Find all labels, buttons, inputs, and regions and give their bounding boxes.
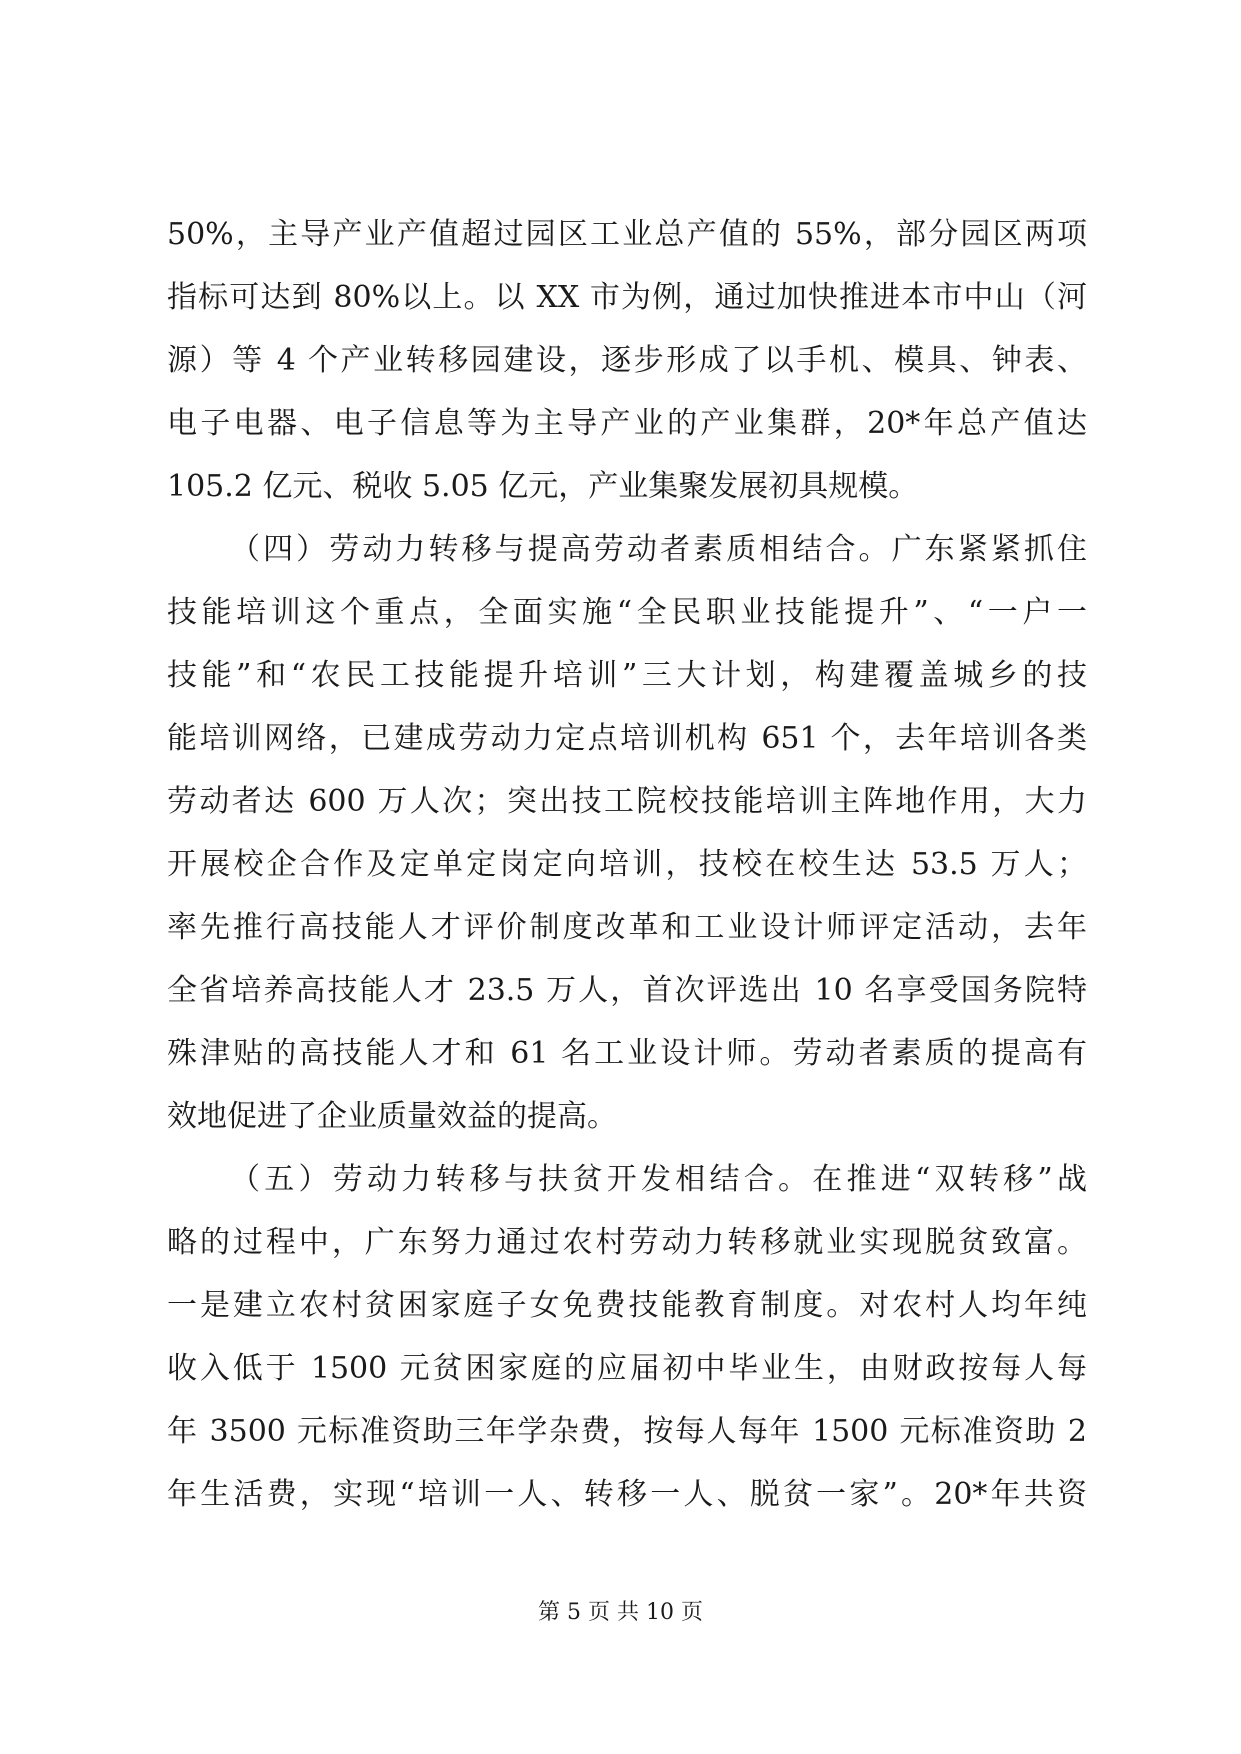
- body-text-line: 效地促进了企业质量效益的提高。: [167, 1099, 617, 1134]
- body-text-line: 开展校企合作及定单定岗定向培训，技校在校生达 53.5 万人；: [167, 847, 1087, 882]
- body-text-line: 略的过程中，广东努力通过农村劳动力转移就业实现脱贫致富。: [167, 1225, 1087, 1260]
- paragraph-first-line: （四）劳动力转移与提高劳动者素质相结合。广东紧紧抓住: [230, 532, 1087, 567]
- paragraph-first-line: （五）劳动力转移与扶贫开发相结合。在推进“双转移”战: [230, 1162, 1087, 1197]
- body-text-line: 能培训网络，已建成劳动力定点培训机构 651 个，去年培训各类: [167, 721, 1087, 756]
- body-text-line: 电子电器、电子信息等为主导产业的产业集群，20*年总产值达: [167, 406, 1087, 441]
- body-text-line: 技能培训这个重点，全面实施“全民职业技能提升”、“一户一: [167, 595, 1087, 630]
- body-text-line: 全省培养高技能人才 23.5 万人，首次评选出 10 名享受国务院特: [167, 973, 1087, 1008]
- body-text-line: 技能”和“农民工技能提升培训”三大计划，构建覆盖城乡的技: [167, 658, 1087, 693]
- body-text-line: 殊津贴的高技能人才和 61 名工业设计师。劳动者素质的提高有: [167, 1036, 1087, 1071]
- body-text-line: 劳动者达 600 万人次；突出技工院校技能培训主阵地作用，大力: [167, 784, 1087, 819]
- body-text-line: 105.2 亿元、税收 5.05 亿元，产业集聚发展初具规模。: [167, 469, 919, 504]
- body-text-line: 收入低于 1500 元贫困家庭的应届初中毕业生，由财政按每人每: [167, 1351, 1087, 1386]
- page-number-footer: 第 5 页 共 10 页: [538, 1600, 703, 1625]
- body-text-line: 年生活费，实现“培训一人、转移一人、脱贫一家”。20*年共资: [167, 1477, 1087, 1512]
- body-text-line: 指标可达到 80%以上。以 XX 市为例，通过加快推进本市中山（河: [167, 280, 1087, 315]
- body-text-line: 一是建立农村贫困家庭子女免费技能教育制度。对农村人均年纯: [167, 1288, 1087, 1323]
- body-text-line: 50%，主导产业产值超过园区工业总产值的 55%，部分园区两项: [167, 217, 1087, 252]
- body-text-line: 年 3500 元标准资助三年学杂费，按每人每年 1500 元标准资助 2: [167, 1414, 1087, 1449]
- body-text-line: 源）等 4 个产业转移园建设，逐步形成了以手机、模具、钟表、: [167, 343, 1087, 378]
- body-text-line: 率先推行高技能人才评价制度改革和工业设计师评定活动，去年: [167, 910, 1087, 945]
